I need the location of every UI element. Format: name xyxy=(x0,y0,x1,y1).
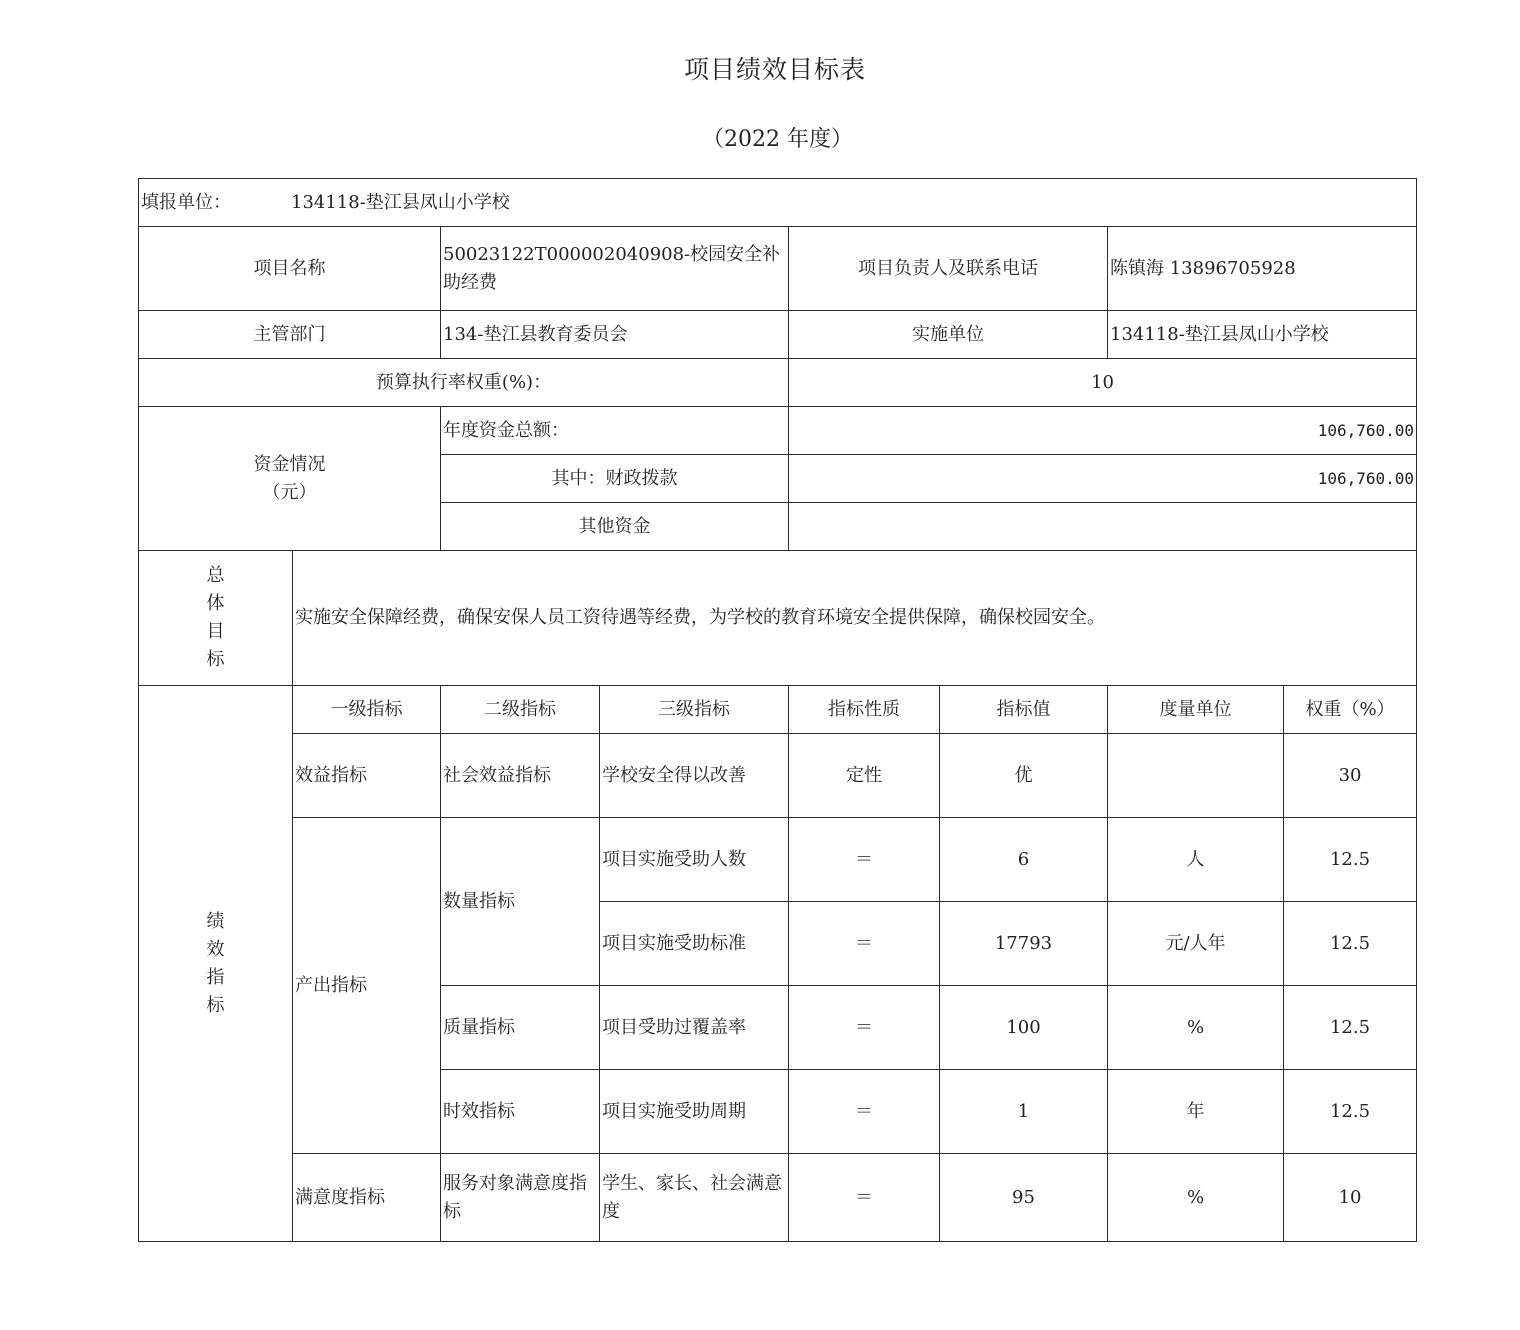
timeliness-level3: 项目实施受助周期 xyxy=(600,1070,789,1154)
table-row xyxy=(139,818,1417,902)
impl-unit-label: 实施单位 xyxy=(789,311,1108,359)
header-level1: 一级指标 xyxy=(293,686,441,734)
benefit-level2: 社会效益指标 xyxy=(441,734,600,818)
funds-fiscal-label: 其中：财政拨款 xyxy=(441,455,789,503)
overall-goal-char-4: 标 xyxy=(206,649,225,670)
budget-weight-value: 10 xyxy=(789,359,1417,407)
benefit-level3: 学校安全得以改善 xyxy=(600,734,789,818)
report-unit-label: 填报单位： xyxy=(141,191,231,213)
dept-value: 134-垫江县教育委员会 xyxy=(441,311,789,359)
quantity2-level3: 项目实施受助标准 xyxy=(600,902,789,986)
quality-level3: 项目受助过覆盖率 xyxy=(600,986,789,1070)
satisfaction-unit: % xyxy=(1108,1154,1284,1242)
timeliness-weight: 12.5 xyxy=(1284,1070,1417,1154)
header-nature: 指标性质 xyxy=(789,686,940,734)
header-level3: 三级指标 xyxy=(600,686,789,734)
impl-unit-value: 134118-垫江县凤山小学校 xyxy=(1108,311,1417,359)
indicators-char-4: 标 xyxy=(206,994,225,1016)
quantity1-weight: 12.5 xyxy=(1284,818,1417,902)
project-owner-label: 项目负责人及联系电话 xyxy=(789,227,1108,311)
quantity1-nature: ＝ xyxy=(789,818,940,902)
page-title: 项目绩效目标表 xyxy=(683,55,866,84)
overall-goal-char-2: 体 xyxy=(206,593,225,614)
satisfaction-level2: 服务对象满意度指标 xyxy=(441,1154,600,1242)
quality-value: 100 xyxy=(940,986,1108,1070)
quantity2-nature: ＝ xyxy=(789,902,940,986)
report-unit-cell xyxy=(139,179,1417,227)
header-value: 指标值 xyxy=(940,686,1108,734)
quality-weight: 12.5 xyxy=(1284,986,1417,1070)
benefit-level1: 效益指标 xyxy=(293,734,441,818)
timeliness-nature: ＝ xyxy=(789,1070,940,1154)
funds-label xyxy=(139,407,441,551)
timeliness-level2: 时效指标 xyxy=(441,1070,600,1154)
project-owner-value: 陈镇海 13896705928 xyxy=(1108,227,1417,311)
indicators-char-2: 效 xyxy=(206,938,225,960)
satisfaction-level1: 满意度指标 xyxy=(293,1154,441,1242)
page-subtitle: （2022 年度） xyxy=(702,127,853,152)
quantity1-value: 6 xyxy=(940,818,1108,902)
funds-total-value: 106,760.00 xyxy=(789,407,1417,455)
header-unit: 度量单位 xyxy=(1108,686,1284,734)
quantity2-unit: 元/人年 xyxy=(1108,902,1284,986)
benefit-nature: 定性 xyxy=(789,734,940,818)
timeliness-value: 1 xyxy=(940,1070,1108,1154)
satisfaction-level3: 学生、家长、社会满意度 xyxy=(600,1154,789,1242)
table-row xyxy=(139,734,1417,818)
table-row xyxy=(139,1154,1417,1242)
benefit-weight: 30 xyxy=(1284,734,1417,818)
funds-fiscal-value: 106,760.00 xyxy=(789,455,1417,503)
performance-goal-table xyxy=(138,178,1417,1242)
budget-weight-label: 预算执行率权重(%)： xyxy=(139,359,789,407)
satisfaction-weight: 10 xyxy=(1284,1154,1417,1242)
benefit-value: 优 xyxy=(940,734,1108,818)
funds-total-label: 年度资金总额： xyxy=(441,407,789,455)
satisfaction-nature: ＝ xyxy=(789,1154,940,1242)
funds-other-value xyxy=(789,503,1417,551)
satisfaction-value: 95 xyxy=(940,1154,1108,1242)
overall-goal-char-3: 目 xyxy=(206,621,225,642)
funds-other-label: 其他资金 xyxy=(441,503,789,551)
quality-level2: 质量指标 xyxy=(441,986,600,1070)
overall-goal-char-1: 总 xyxy=(206,565,225,586)
quantity2-weight: 12.5 xyxy=(1284,902,1417,986)
quantity-level2: 数量指标 xyxy=(441,818,600,986)
overall-goal-label xyxy=(139,551,293,686)
indicators-char-3: 指 xyxy=(206,966,225,988)
dept-label: 主管部门 xyxy=(139,311,441,359)
project-name-label: 项目名称 xyxy=(139,227,441,311)
overall-goal-text: 实施安全保障经费，确保安保人员工资待遇等经费，为学校的教育环境安全提供保障，确保校园安全。 xyxy=(293,551,1417,686)
header-weight: 权重（%） xyxy=(1284,686,1417,734)
indicators-label xyxy=(139,686,293,1242)
quantity1-unit: 人 xyxy=(1108,818,1284,902)
quality-nature: ＝ xyxy=(789,986,940,1070)
quality-unit: % xyxy=(1108,986,1284,1070)
timeliness-unit: 年 xyxy=(1108,1070,1284,1154)
benefit-unit xyxy=(1108,734,1284,818)
funds-label-line1: 资金情况 xyxy=(253,453,326,475)
quantity2-value: 17793 xyxy=(940,902,1108,986)
funds-label-line2: （元） xyxy=(262,481,317,503)
output-level1: 产出指标 xyxy=(293,818,441,1154)
quantity1-level3: 项目实施受助人数 xyxy=(600,818,789,902)
project-name-value: 50023122T000002040908-校园安全补助经费 xyxy=(441,227,789,311)
indicators-char-1: 绩 xyxy=(206,910,225,932)
header-level2: 二级指标 xyxy=(441,686,600,734)
report-unit-value: 134118-垫江县凤山小学校 xyxy=(291,191,510,213)
